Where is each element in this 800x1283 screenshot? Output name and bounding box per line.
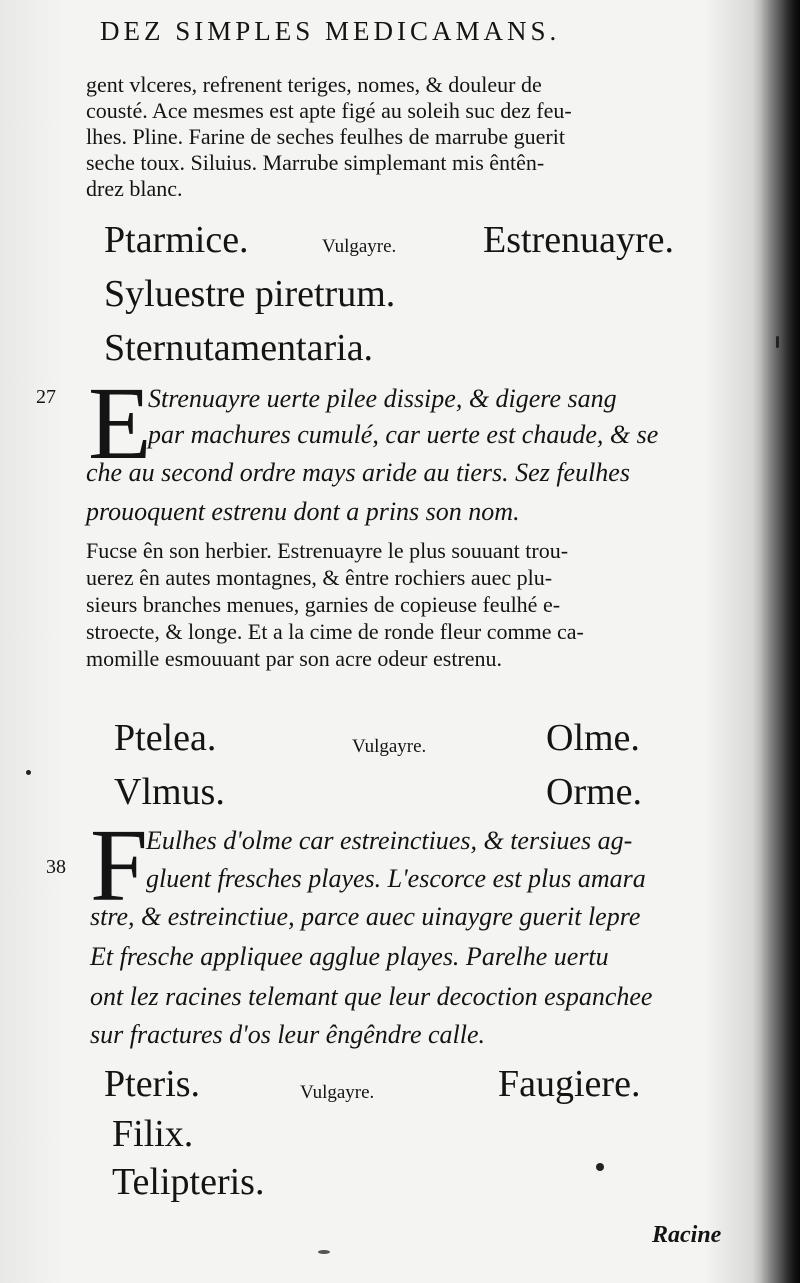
- intro-line: gent vlceres, refrenent teriges, nomes, & douleur de: [86, 72, 542, 97]
- herb-name-vlmus: Vlmus.: [114, 771, 225, 813]
- italic-line: che au second ordre mays aride au tiers. Sez feulhes: [86, 458, 630, 487]
- ink-speck: [776, 336, 779, 348]
- drop-capital: E: [88, 366, 152, 481]
- intro-line: seche toux. Siluius. Marrube simplemant mis êntên-: [86, 150, 545, 175]
- vulgar-name-estrenuayre: Estrenuayre.: [483, 219, 674, 261]
- italic-line: sur fractures d'os leur êngêndre calle.: [90, 1020, 486, 1049]
- herb-name-telipteris: Telipteris.: [112, 1161, 265, 1203]
- roman-line: Fucse ên son herbier. Estrenuayre le plus souuant trou-: [86, 538, 569, 563]
- italic-line: Et fresche appliquee agglue playes. Parelhe uertu: [90, 942, 609, 971]
- herb-name-pteris: Pteris.: [104, 1063, 201, 1105]
- vulgar-name-orme: Orme.: [546, 771, 643, 813]
- binding-shadow: [760, 0, 800, 1283]
- italic-line: Eulhes d'olme car estreinctiues, & tersiues ag-: [146, 826, 633, 855]
- italic-line: ont lez racines telemant que leur decoction espanchee: [90, 982, 653, 1011]
- herb-name-ptarmice: Ptarmice.: [104, 219, 249, 261]
- vulgar-name-olme: Olme.: [546, 717, 640, 759]
- ink-speck: [318, 1250, 330, 1254]
- intro-line: drez blanc.: [86, 176, 183, 201]
- ink-speck: [596, 1163, 604, 1171]
- italic-line: stre, & estreinctiue, parce auec uinaygre guerit lepre: [90, 902, 641, 931]
- herb-name-sternutamentaria: Sternutamentaria.: [104, 327, 374, 369]
- roman-line: stroecte, & longe. Et a la cime de ronde fleur comme ca-: [86, 619, 584, 644]
- vulgar-label: Vulgayre.: [300, 1082, 375, 1103]
- roman-line: sieurs branches menues, garnies de copieuse feulhé e-: [86, 592, 561, 617]
- running-title: DEZ SIMPLES MEDICAMANS.: [100, 16, 561, 46]
- vulgar-label: Vulgayre.: [352, 736, 427, 757]
- drop-capital: F: [90, 808, 148, 923]
- italic-line: Strenuayre uerte pilee dissipe, & digere sang: [148, 384, 617, 413]
- entry-number: 38: [46, 856, 66, 878]
- vulgar-name-faugiere: Faugiere.: [498, 1063, 641, 1105]
- ink-speck: [26, 770, 31, 775]
- italic-line: prouoquent estrenu dont a prins son nom.: [86, 497, 520, 526]
- intro-line: cousté. Ace mesmes est apte figé au soleih suc dez feu-: [86, 98, 572, 123]
- italic-line: par machures cumulé, car uerte est chaude, & se: [148, 420, 659, 449]
- roman-line: momille esmouuant par son acre odeur estrenu.: [86, 646, 503, 671]
- herb-name-filix: Filix.: [112, 1113, 194, 1155]
- roman-line: uerez ên autes montagnes, & êntre rochiers auec plu-: [86, 565, 553, 590]
- catchword: Racine: [652, 1222, 722, 1248]
- italic-line: gluent fresches playes. L'escorce est plus amara: [146, 864, 646, 893]
- herb-name-syluestre-piretrum: Syluestre piretrum.: [104, 273, 396, 315]
- herb-name-ptelea: Ptelea.: [114, 717, 217, 759]
- intro-line: lhes. Pline. Farine de seches feulhes de marrube guerit: [86, 124, 565, 149]
- entry-number: 27: [36, 386, 56, 408]
- vulgar-label: Vulgayre.: [322, 236, 397, 257]
